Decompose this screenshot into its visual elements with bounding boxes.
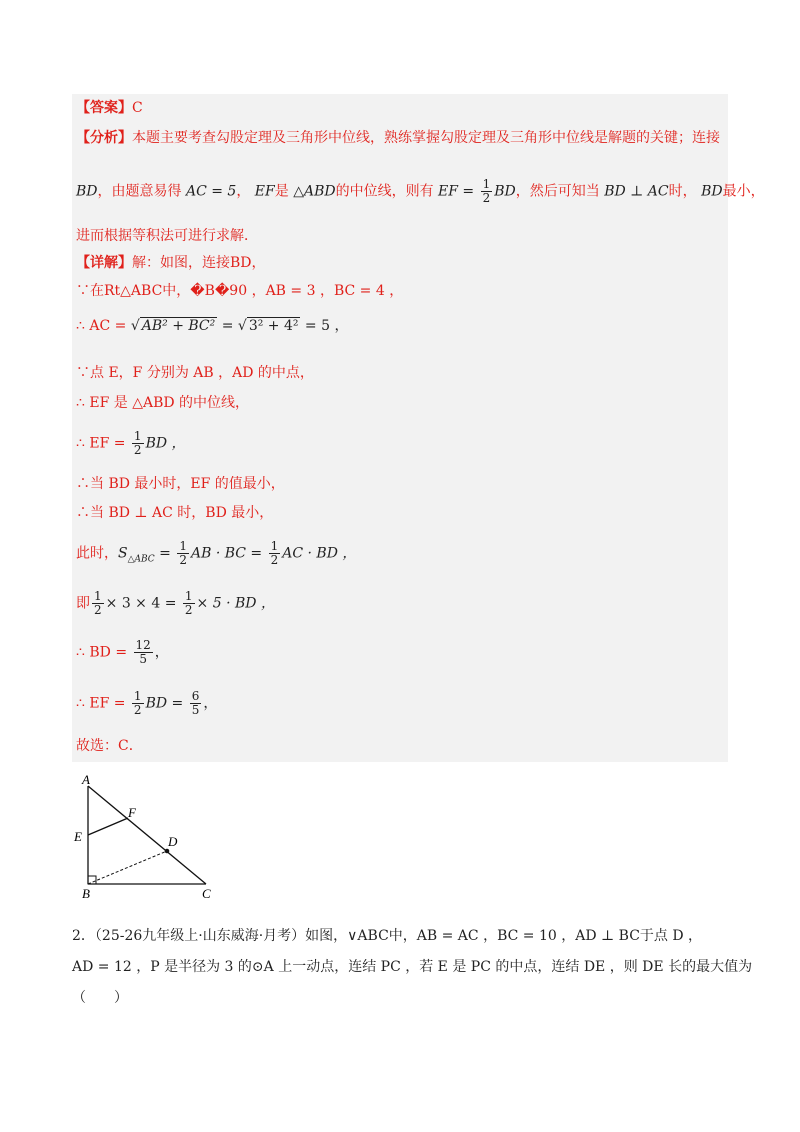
math-text: ∴ EF = [76,435,130,452]
detail-line-5: ∴ EF 是 △ABD 的中位线， [76,395,250,411]
label-c: C [202,886,211,901]
label-b: B [82,886,90,901]
detail-line-3: ∴ AC = √ AB² + BC² = √ 3² + 4² = 5 ， [76,318,349,334]
analysis-text: ，然后可知当 [515,183,600,200]
analysis-text: 最小， [722,183,765,200]
fraction-half: $\frac{1}{2}$ [133,429,142,457]
question2-line-3: （ ） [72,990,128,1006]
triangle-diagram [72,772,214,902]
sqrt-ab-bc: AB² + BC² [141,318,216,334]
answer-line [76,98,143,118]
fraction-half: $\frac{1}{2}$ [179,539,187,567]
detail-line-6 [76,430,186,457]
math-sub: △ABC [127,554,155,565]
analysis-text: ，由题意易得 [97,183,182,200]
analysis-line-3: 进而根据等积法可进行求解． [76,228,258,244]
math-text: BD ， [145,435,186,452]
detail-line-11 [76,639,169,666]
detail-line-8: ∴当 BD ⊥ AC 时，BD 最小， [76,505,274,521]
math-text: ， [154,644,169,661]
analysis-text: 时， [668,183,697,200]
math-bd: BD [701,183,723,200]
fraction-half: $\frac{1}{2}$ [482,177,491,205]
math-text: ∴ EF = [76,695,130,712]
analysis-text: 是 [274,183,289,200]
math-text: 即 [76,595,90,612]
detail-text: 解：如图，连接BD， [132,255,266,271]
math-bd-perp-ac: BD ⊥ AC [604,183,669,200]
analysis-text: 的中位线，则有 [335,183,434,200]
math-ef-eq: EF = [438,183,475,200]
label-a: A [82,772,90,787]
detail-line-4: ∵点 E，F 分别为 AB ，AD 的中点， [76,365,314,381]
math-text: = [217,318,238,334]
sqrt-numbers: 3² + 4² [248,318,299,334]
math-text: 此时， [76,545,118,562]
math-text: ∴ AC = [76,318,131,334]
analysis-comma: ， [236,183,251,200]
answer-value: C [132,100,143,116]
detail-line-2: ∵在Rt△ABC中，�B�90 ，AB = 3 ，BC = 4 ， [76,283,404,299]
geometry-figure [72,772,214,902]
math-text: × 5 · BD ， [196,595,275,612]
math-area: S [118,545,128,562]
detail-tag: 【详解】 [76,255,132,271]
math-text: AC · BD ， [282,545,357,562]
fraction-half: $\frac{1}{2}$ [270,539,279,567]
detail-line-7: ∴当 BD 最小时，EF 的值最小， [76,476,285,492]
fraction-half: $\frac{1}{2}$ [133,689,142,717]
math-text: = [154,545,176,562]
answer-tag: 【答案】 [76,100,132,116]
detail-line-9 [76,540,356,569]
math-bd: BD [76,183,98,200]
math-text: ， [203,695,218,712]
fraction-twelve-fifths: $\frac{12}{5}$ [135,638,151,666]
fraction-half: $\frac{1}{2}$ [94,589,102,617]
math-ef: EF [254,183,275,200]
detail-line-10 [76,590,275,617]
math-triangle-abd: △ABD [293,183,336,200]
label-e: E [74,829,82,844]
math-text: BD = [145,695,188,712]
label-f: F [128,805,136,820]
detail-line-1 [76,253,266,273]
question2-line-2: AD = 12 ，P 是半径为 3 的⊙A 上一动点，连结 PC ，若 E 是 PC 的中点，连结 DE ，则 DE 长的最大值为 [72,959,753,975]
math-text: AB · BC = [190,545,267,562]
analysis-text-1: 本题主要考查勾股定理及三角形中位线，熟练掌握勾股定理及三角形中位线是解题的关键；连接 [132,130,720,146]
math-text: = 5 ， [300,318,349,334]
fraction-half: $\frac{1}{2}$ [184,589,193,617]
analysis-tag: 【分析】 [76,130,132,146]
question2-line-1: 2．（25-26九年级上·山东威海·月考）如图，∨ABC中，AB = AC ，BC = 10 ，AD ⊥ BC于点 D ， [72,928,703,944]
detail-line-12 [76,690,217,717]
analysis-line-2 [76,178,765,205]
math-text: ∴ BD = [76,644,132,661]
analysis-line-1 [76,128,720,148]
math-bd: BD [494,183,516,200]
label-d: D [168,834,178,849]
math-ac: AC = 5 [185,183,237,200]
fraction-six-fifths: $\frac{6}{5}$ [191,689,200,717]
math-text: × 3 × 4 = [105,595,181,612]
detail-line-13: 故选：C． [76,738,143,754]
